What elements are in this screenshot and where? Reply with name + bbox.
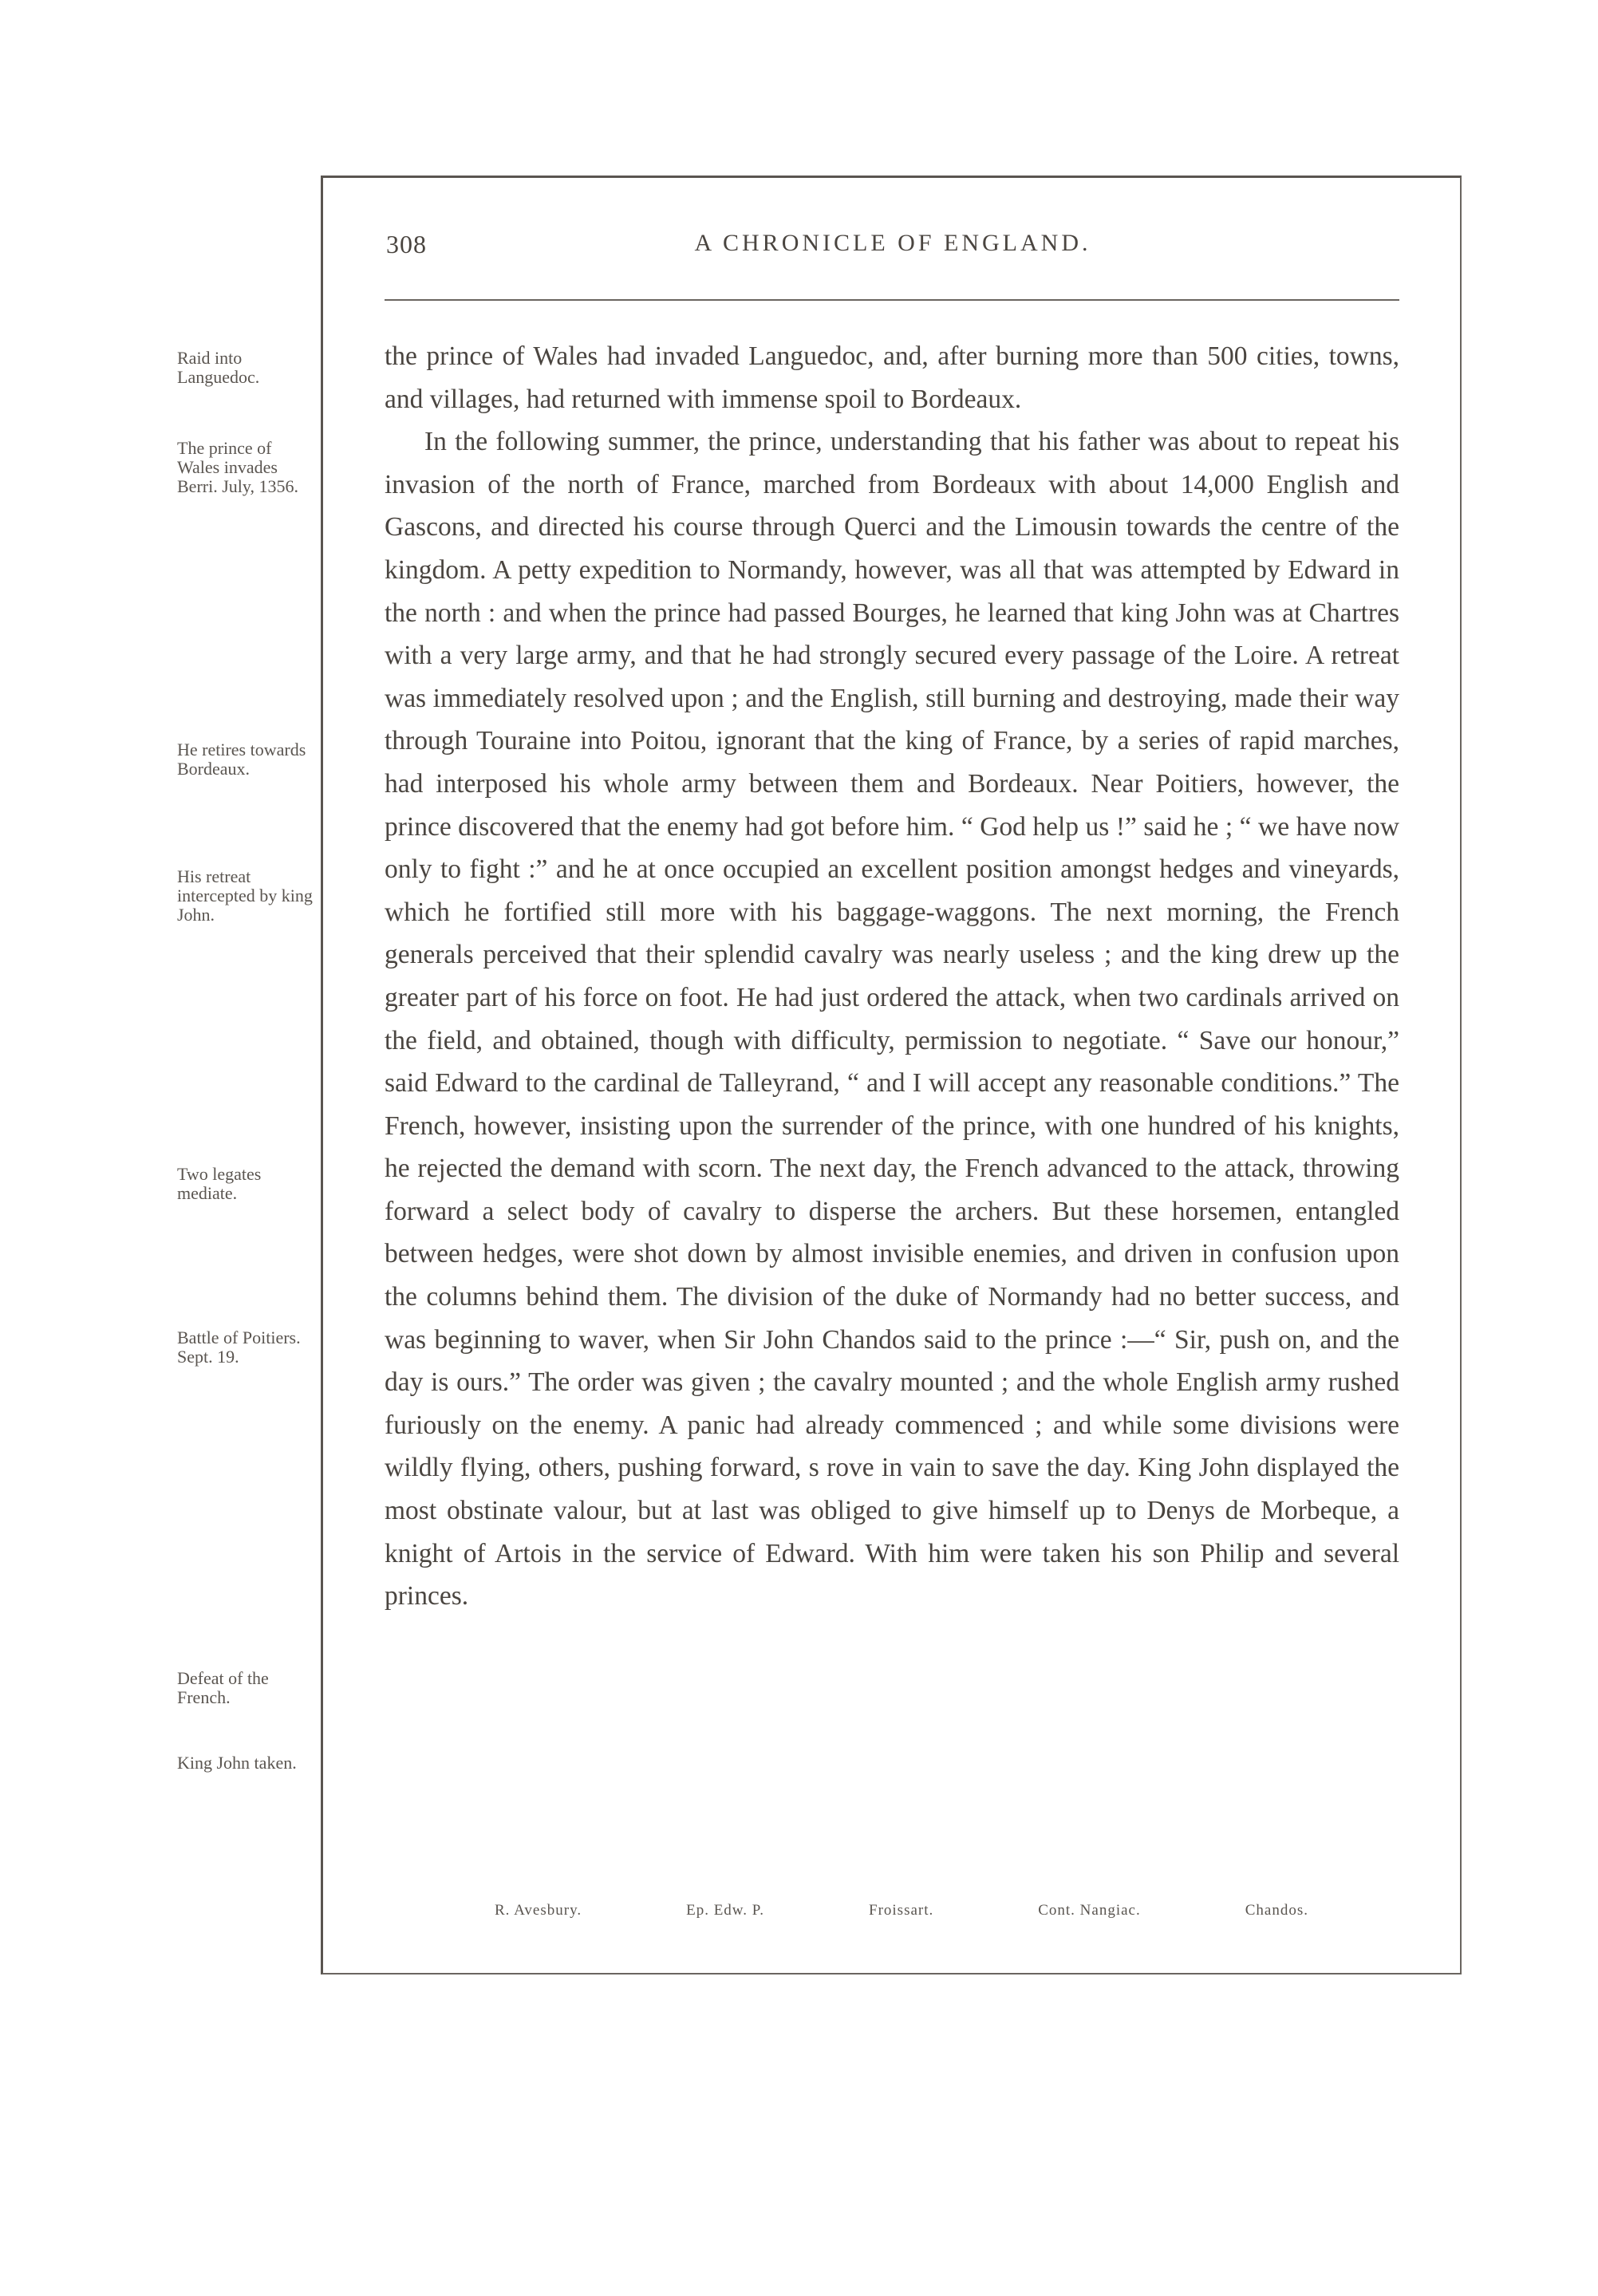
sidenote-defeat-french: Defeat of the French. [177,1668,269,1707]
source-citations [495,1902,1308,1919]
paragraph: In the following summer, the prince, understanding that his father was about to repeat his invasion of the north of France, marched from Bordeaux with about 14,000 English and Gascons, and directed his course through Querci and the Limousin towards the centre of the kingdom. A petty expedition to Normandy, however, was all that was attempted by Edward in the north : and when the prince had passed Bourges, he learned that king John was at Chartres with a very large army, and that he had strongly secured every passage of the Loire. A retreat was immediately resolved upon ; and the English, still burning and destroying, made their way through Touraine into Poitou, ignorant that the king of France, by a series of rapid marches, had interposed his whole army between them and Bordeaux. Near Poitiers, however, the prince discovered that the enemy had got before him. “ God help us !” said he ; “ we have now only to fight :” and he at once occupied an excellent position amongst hedges and vineyards, which he fortified still more with his baggage-waggons. The next morning, the French generals perceived that their splendid cavalry was nearly useless ; and the king drew up the greater part of his force on foot. He had just ordered the attack, when two cardinals arrived on the field, and obtained, though with difficulty, permission to negotiate. “ Save our honour,” said Edward to the cardinal de Talleyrand, “ and I will accept any reasonable conditions.” The French, however, insisting upon the surrender of the prince, with one hundred of his knights, he rejected the demand with scorn. The next day, the French advanced to the attack, throwing forward a select body of cavalry to disperse the archers. But these horsemen, entangled between hedges, were shot down by almost invisible enemies, and driven in confusion upon the columns behind them. The division of the duke of Normandy had no better success, and was beginning to waver, when Sir John Chandos said to the prince :—“ Sir, push on, and the day is ours.” The order was given ; the cavalry mounted ; and the whole English army rushed furiously on the enemy. A panic had already commenced ; and while some divisions were wildly flying, others, pushing forward, s rove in vain to save the day. King John displayed the most obstinate valour, but at last was obliged to give himself up to Denys de Morbeque, a knight of Artois in the service of Edward. With him were taken his son Philip and several princes. [385,427,1399,1612]
sidenote-king-john-taken: King John taken. [177,1753,297,1773]
page-header [386,230,1399,270]
body-text [385,335,1399,1618]
sidenote-retreat-intercepted: His retreat intercepted by king John. [177,866,313,925]
page-number: 308 [386,230,427,258]
sidenote-battle-poitiers: Battle of Poitiers. Sept. 19. [177,1327,301,1367]
sidenote-raid-languedoc: Raid into Languedoc. [177,348,260,387]
source-citation: Cont. Nangiac. [1038,1902,1141,1919]
sidenote-legates-mediate: Two legates mediate. [177,1164,262,1203]
sidenote-retires-bordeaux: He retires towards Bordeaux. [177,740,306,779]
source-citation: Chandos. [1245,1902,1308,1919]
source-citation: Froissart. [869,1902,934,1919]
source-citation: R. Avesbury. [495,1902,582,1919]
header-rule [385,299,1399,301]
running-head: A CHRONICLE OF ENGLAND. [694,230,1091,256]
sidenote-prince-invades-berri: The prince of Wales invades Berri. July, 1356. [177,438,298,496]
source-citation: Ep. Edw. P. [686,1902,765,1919]
paragraph: the prince of Wales had invaded Languedoc, and, after burning more than 500 cities, towns, and villages, had returned with immense spoil to Bordeaux. [385,341,1399,414]
